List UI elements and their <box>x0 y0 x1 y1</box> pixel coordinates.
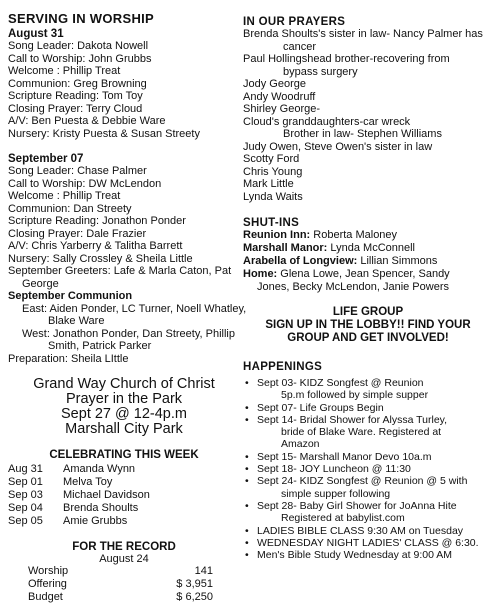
prayer-line: Shirley George- <box>243 103 321 115</box>
record-label: Offering <box>28 578 67 590</box>
serving-line: Scripture Reading: Jonathon Ponder <box>8 215 186 227</box>
happening-text: • Sept 14- Bridal Shower for Alyssa Turley, <box>257 413 448 426</box>
serving-date-aug31: August 31 <box>8 28 64 40</box>
shutin-reunion: Reunion Inn: Roberta Maloney <box>243 229 398 241</box>
life-group-line: GROUP AND GET INVOLVED! <box>287 332 449 344</box>
happening-text: • Sept 24- KIDZ Songfest @ Reunion @ 5 with <box>257 475 468 488</box>
birthday-date: Aug 31 <box>8 463 43 475</box>
serving-line: Song Leader: Chase Palmer <box>8 165 147 177</box>
communion-east: East: Aiden Ponder, LC Turner, Noell Whatley, <box>22 302 247 315</box>
right-column <box>243 0 493 561</box>
happening-item <box>243 549 493 561</box>
happening-item <box>243 525 493 537</box>
life-group-line: SIGN UP IN THE LOBBY!! FIND YOUR <box>265 319 471 331</box>
happening-text-cont: Registered at babylist.com <box>281 512 405 525</box>
serving-line: September Greeters: Lafe & Marla Caton, Pat <box>8 265 232 277</box>
prayer-line: Andy Woodruff <box>243 90 316 103</box>
birthday-name: Brenda Shoults <box>63 502 139 514</box>
prayer-line: Chris Young <box>243 165 303 178</box>
serving-aug31-list <box>8 40 240 140</box>
shutin-marshall: Marshall Manor: Lynda McConnell <box>243 242 415 254</box>
happenings-list <box>243 377 493 561</box>
communion-west: West: Jonathon Ponder, Dan Streety, Phillip <box>22 327 235 340</box>
record-label: Budget <box>28 591 63 603</box>
serving-line: Call to Worship: John Grubbs <box>8 52 152 65</box>
record-heading: FOR THE RECORD <box>72 541 176 553</box>
birthday-name: Melva Toy <box>63 476 113 488</box>
communion-west-cont: Smith, Patrick Parker <box>48 340 152 352</box>
prayer-line: cancer <box>283 40 317 53</box>
happening-item <box>243 414 493 451</box>
happening-item <box>243 475 493 500</box>
birthday-date: Sep 01 <box>8 476 43 488</box>
serving-line: A/V: Chris Yarberry & Talitha Barrett <box>8 240 183 252</box>
serving-line: Nursery: Kristy Puesta & Susan Streety <box>8 127 200 140</box>
birthday-date: Sep 05 <box>8 515 43 527</box>
happening-text-cont: bride of Blake Ware. Registered at <box>281 426 442 439</box>
prayers-heading: IN OUR PRAYERS <box>243 16 346 28</box>
prayer-line: Cloud's granddaughters-car wreck <box>243 115 411 128</box>
birthday-name: Michael Davidson <box>63 489 150 501</box>
serving-line: Communion: Greg Browning <box>8 77 147 90</box>
record-date: August 24 <box>99 553 149 565</box>
record-value: $ 3,951 <box>176 578 213 590</box>
prayer-line: bypass surgery <box>283 65 358 78</box>
happening-item <box>243 377 493 402</box>
happening-text: • Sept 03- KIDZ Songfest @ Reunion <box>257 377 424 389</box>
happening-text: • Sept 18- JOY Luncheon @ 11:30 <box>257 463 411 476</box>
prayer-line: Judy Owen, Steve Owen's sister in law <box>243 140 433 153</box>
record-label: Worship <box>28 565 69 577</box>
prayer-line: Brenda Shoults's sister in law- Nancy Palmer has <box>243 28 483 40</box>
shutins-list <box>243 229 493 294</box>
serving-date-sep07: September 07 <box>8 153 84 165</box>
serving-line: A/V: Ben Puesta & Debbie Ware <box>8 115 166 127</box>
life-group-announcement <box>243 306 493 345</box>
serving-line: Closing Prayer: Dale Frazier <box>8 227 147 240</box>
shutins-heading: SHUT-INS <box>243 217 300 229</box>
prayer-park-announcement <box>8 377 240 437</box>
happening-text: • Sept 15- Marshall Manor Devo 10a.m <box>257 450 432 463</box>
communion-preparation: Preparation: Sheila LIttle <box>8 352 129 365</box>
happening-item <box>243 500 493 525</box>
happening-item <box>243 463 493 475</box>
shutin-home-cont: Jones, Becky McLendon, Janie Powers <box>257 281 449 293</box>
happening-item <box>243 402 493 414</box>
communion-east-cont: Blake Ware <box>48 315 105 327</box>
happening-text: • LADIES BIBLE CLASS 9:30 AM on Tuesday <box>257 524 464 537</box>
happenings-heading: HAPPENINGS <box>243 361 323 373</box>
shutin-home: Home: Glena Lowe, Jean Spencer, Sandy <box>243 268 450 280</box>
event-location: Marshall City Park <box>65 421 183 437</box>
happening-text-cont: Amazon <box>281 438 320 451</box>
life-group-title: LIFE GROUP <box>332 306 404 318</box>
serving-line: Nursery: Sally Crossley & Sheila Little <box>8 252 193 265</box>
prayer-line: Brother in law- Stephen Williams <box>283 128 442 140</box>
event-title: Prayer in the Park <box>65 391 183 407</box>
serving-sep07-list <box>8 165 247 365</box>
serving-line: Closing Prayer: Terry Cloud <box>8 102 143 115</box>
happening-text-cont: 5p.m followed by simple supper <box>281 389 429 402</box>
birthday-date: Sep 03 <box>8 489 43 501</box>
serving-line: George <box>22 277 59 290</box>
birthday-list <box>8 463 240 528</box>
event-time: Sept 27 @ 12-4p.m <box>61 406 187 422</box>
serving-heading: SERVING IN WORSHIP <box>8 11 155 26</box>
serving-line: Communion: Dan Streety <box>8 202 132 215</box>
serving-line: Song Leader: Dakota Nowell <box>8 40 149 52</box>
happening-text-cont: simple supper following <box>281 487 391 500</box>
birthday-date: Sep 04 <box>8 502 43 514</box>
prayer-line: Paul Hollingshead brother-recovering from <box>243 53 450 65</box>
prayer-line: Jody George <box>243 78 306 90</box>
prayer-list <box>243 28 493 203</box>
record-value: $ 6,250 <box>176 591 213 603</box>
celebrating-heading: CELEBRATING THIS WEEK <box>49 449 199 461</box>
happening-item <box>243 537 493 549</box>
birthday-name: Amanda Wynn <box>63 463 136 475</box>
happening-item <box>243 451 493 463</box>
serving-line: Scripture Reading: Tom Toy <box>8 90 143 102</box>
communion-heading: September Communion <box>8 290 133 302</box>
record-table <box>8 565 240 604</box>
shutin-arabella: Arabella of Longview: Lillian Simmons <box>243 255 438 267</box>
record-value: 141 <box>194 565 213 577</box>
church-name: Grand Way Church of Christ <box>33 376 215 392</box>
happening-text: • Men's Bible Study Wednesday at 9:00 AM <box>257 549 453 562</box>
birthday-name: Amie Grubbs <box>63 515 128 527</box>
happening-text: • Sept 07- Life Groups Begin <box>257 401 384 414</box>
prayer-line: Mark Little <box>243 178 294 190</box>
happening-text: • Sept 28- Baby Girl Shower for JoAnna Hite <box>257 499 457 512</box>
serving-line: Call to Worship: DW McLendon <box>8 177 162 190</box>
prayer-line: Lynda Waits <box>243 190 303 203</box>
happening-text: • WEDNESDAY NIGHT LADIES' CLASS @ 6:30. <box>257 536 479 549</box>
serving-line: Welcome : Phillip Treat <box>8 65 121 77</box>
serving-line: Welcome : Phillip Treat <box>8 190 121 202</box>
prayer-line: Scotty Ford <box>243 153 300 165</box>
left-column <box>8 0 247 604</box>
